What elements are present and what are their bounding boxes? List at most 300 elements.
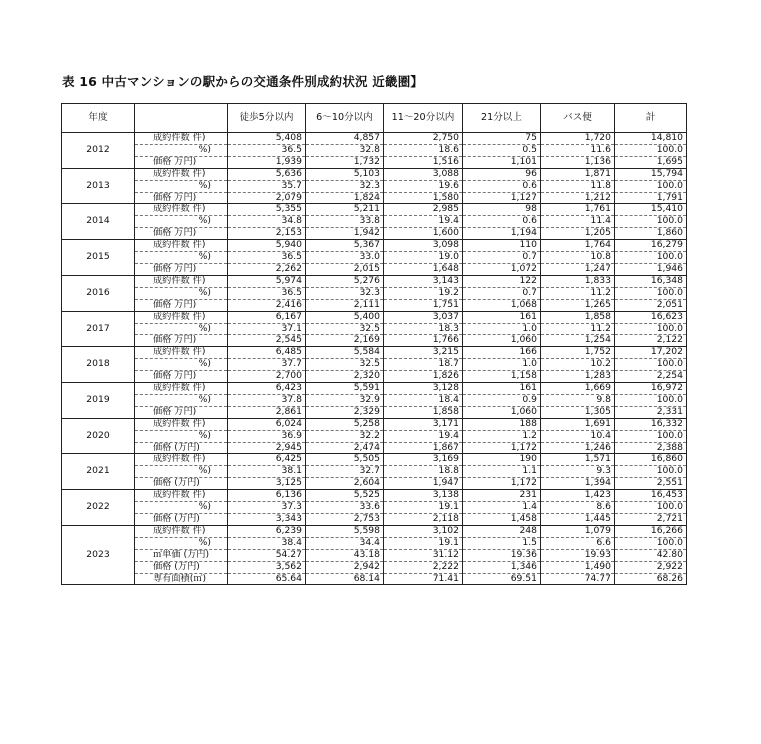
table-row (62, 287, 687, 299)
value-cell: 32.2 (306, 430, 384, 442)
value-cell: 6,239 (228, 525, 306, 537)
value-cell: 5,103 (306, 168, 384, 180)
row-label: 成約件数 件) (135, 275, 228, 287)
value-cell: 100.0 (615, 537, 687, 549)
value-cell: 11.4 (541, 216, 615, 228)
value-cell: 65.64 (228, 573, 306, 585)
column-header: 6～10分以内 (306, 104, 384, 133)
value-cell: 96 (463, 168, 541, 180)
value-cell: 3,138 (384, 490, 463, 502)
value-cell: 1,691 (541, 418, 615, 430)
value-cell: 2,254 (615, 371, 687, 383)
row-label: 価格 万円) (135, 371, 228, 383)
value-cell: 6,425 (228, 454, 306, 466)
value-cell: 1,212 (541, 192, 615, 204)
row-label: 価格 万円) (135, 335, 228, 347)
value-cell: 100.0 (615, 323, 687, 335)
value-cell: 1,942 (306, 228, 384, 240)
table-row (62, 383, 687, 395)
value-cell: 5,355 (228, 204, 306, 216)
value-cell: 19.36 (463, 549, 541, 561)
value-cell: 33.6 (306, 502, 384, 514)
table-row (62, 502, 687, 514)
value-cell: 1,751 (384, 299, 463, 311)
value-cell: 100.0 (615, 466, 687, 478)
value-cell: 231 (463, 490, 541, 502)
value-cell: 100.0 (615, 359, 687, 371)
value-cell: 1,871 (541, 168, 615, 180)
value-cell: 31.12 (384, 549, 463, 561)
table-row (62, 406, 687, 418)
year-cell: 2013 (62, 168, 135, 204)
row-label: 価格 万円) (135, 156, 228, 168)
value-cell: 3,143 (384, 275, 463, 287)
table-row (62, 204, 687, 216)
value-cell: 69.51 (463, 573, 541, 585)
value-cell: 16,453 (615, 490, 687, 502)
value-cell: 1,172 (463, 478, 541, 490)
table-row (62, 263, 687, 275)
value-cell: 35.7 (228, 180, 306, 192)
row-label: 成約件数 件) (135, 240, 228, 252)
value-cell: 9.8 (541, 394, 615, 406)
value-cell: 1,458 (463, 514, 541, 526)
value-cell: 0.9 (463, 394, 541, 406)
value-cell: 16,860 (615, 454, 687, 466)
value-cell: 248 (463, 525, 541, 537)
value-cell: 19.1 (384, 502, 463, 514)
row-label: %) (135, 144, 228, 156)
value-cell: 1,752 (541, 347, 615, 359)
value-cell: 38.1 (228, 466, 306, 478)
row-label: ㎡単価 (万円) (135, 549, 228, 561)
value-cell: 1,669 (541, 383, 615, 395)
table-row (62, 335, 687, 347)
table-row (62, 252, 687, 264)
value-cell: 36.5 (228, 287, 306, 299)
value-cell: 1,516 (384, 156, 463, 168)
value-cell: 1,101 (463, 156, 541, 168)
year-cell: 2020 (62, 418, 135, 454)
value-cell: 1,423 (541, 490, 615, 502)
value-cell: 1,939 (228, 156, 306, 168)
value-cell: 100.0 (615, 502, 687, 514)
value-cell: 5,974 (228, 275, 306, 287)
value-cell: 18.4 (384, 394, 463, 406)
value-cell: 1,068 (463, 299, 541, 311)
value-cell: 1,858 (384, 406, 463, 418)
value-cell: 5,525 (306, 490, 384, 502)
value-cell: 6.6 (541, 537, 615, 549)
row-label: %) (135, 252, 228, 264)
value-cell: 6,167 (228, 311, 306, 323)
value-cell: 5,591 (306, 383, 384, 395)
value-cell: 5,211 (306, 204, 384, 216)
value-cell: 18.8 (384, 466, 463, 478)
value-cell: 3,169 (384, 454, 463, 466)
value-cell: 11.2 (541, 287, 615, 299)
value-cell: 38.4 (228, 537, 306, 549)
value-cell: 1,158 (463, 371, 541, 383)
table-row (62, 442, 687, 454)
value-cell: 36.5 (228, 252, 306, 264)
table-row (62, 311, 687, 323)
value-cell: 4,857 (306, 133, 384, 145)
value-cell: 2,329 (306, 406, 384, 418)
value-cell: 5,367 (306, 240, 384, 252)
value-cell: 6,485 (228, 347, 306, 359)
value-cell: 2,015 (306, 263, 384, 275)
value-cell: 33.0 (306, 252, 384, 264)
value-cell: 75 (463, 133, 541, 145)
value-cell: 2,153 (228, 228, 306, 240)
row-label: 専有面積(㎡) (135, 573, 228, 585)
value-cell: 19.4 (384, 216, 463, 228)
table-row (62, 323, 687, 335)
value-cell: 2,604 (306, 478, 384, 490)
value-cell: 42.80 (615, 549, 687, 561)
value-cell: 19.93 (541, 549, 615, 561)
row-label: 成約件数 件) (135, 490, 228, 502)
value-cell: 37.8 (228, 394, 306, 406)
value-cell: 1,305 (541, 406, 615, 418)
table-row (62, 133, 687, 145)
row-label: %) (135, 394, 228, 406)
table-row (62, 478, 687, 490)
value-cell: 18.7 (384, 359, 463, 371)
value-cell: 1,867 (384, 442, 463, 454)
value-cell: 68.26 (615, 573, 687, 585)
value-cell: 161 (463, 311, 541, 323)
value-cell: 1,079 (541, 525, 615, 537)
value-cell: 34.4 (306, 537, 384, 549)
value-cell: 15,794 (615, 168, 687, 180)
value-cell: 3,171 (384, 418, 463, 430)
value-cell: 1,858 (541, 311, 615, 323)
value-cell: 1,246 (541, 442, 615, 454)
year-cell: 2018 (62, 347, 135, 383)
value-cell: 0.6 (463, 180, 541, 192)
value-cell: 15,410 (615, 204, 687, 216)
value-cell: 2,169 (306, 335, 384, 347)
value-cell: 32.8 (306, 144, 384, 156)
value-cell: 2,985 (384, 204, 463, 216)
value-cell: 98 (463, 204, 541, 216)
year-cell: 2017 (62, 311, 135, 347)
row-label: 成約件数 件) (135, 133, 228, 145)
value-cell: 5,276 (306, 275, 384, 287)
value-cell: 3,215 (384, 347, 463, 359)
year-cell: 2023 (62, 525, 135, 585)
row-label: 価格 (万円) (135, 478, 228, 490)
value-cell: 3,128 (384, 383, 463, 395)
column-header: 年度 (62, 104, 135, 133)
value-cell: 5,636 (228, 168, 306, 180)
table-row (62, 525, 687, 537)
table-row (62, 466, 687, 478)
value-cell: 0.7 (463, 287, 541, 299)
row-label: 成約件数 件) (135, 383, 228, 395)
value-cell: 32.3 (306, 180, 384, 192)
value-cell: 2,753 (306, 514, 384, 526)
value-cell: 16,266 (615, 525, 687, 537)
value-cell: 6,423 (228, 383, 306, 395)
value-cell: 0.7 (463, 252, 541, 264)
table-body (62, 133, 687, 585)
value-cell: 122 (463, 275, 541, 287)
row-label: %) (135, 216, 228, 228)
row-label: 価格 (万円) (135, 442, 228, 454)
row-label: 成約件数 件) (135, 311, 228, 323)
value-cell: 19.2 (384, 287, 463, 299)
value-cell: 1,072 (463, 263, 541, 275)
value-cell: 100.0 (615, 394, 687, 406)
value-cell: 100.0 (615, 144, 687, 156)
value-cell: 1,833 (541, 275, 615, 287)
value-cell: 190 (463, 454, 541, 466)
value-cell: 2,416 (228, 299, 306, 311)
value-cell: 33.8 (306, 216, 384, 228)
value-cell: 1.0 (463, 359, 541, 371)
row-label: 成約件数 件) (135, 418, 228, 430)
value-cell: 5,400 (306, 311, 384, 323)
row-label: 成約件数 件) (135, 454, 228, 466)
value-cell: 74.77 (541, 573, 615, 585)
value-cell: 166 (463, 347, 541, 359)
table-row (62, 418, 687, 430)
value-cell: 1,648 (384, 263, 463, 275)
value-cell: 11.8 (541, 180, 615, 192)
row-label: 価格 万円) (135, 406, 228, 418)
value-cell: 110 (463, 240, 541, 252)
year-cell: 2021 (62, 454, 135, 490)
value-cell: 1,247 (541, 263, 615, 275)
value-cell: 188 (463, 418, 541, 430)
value-cell: 3,098 (384, 240, 463, 252)
value-cell: 18.3 (384, 323, 463, 335)
value-cell: 3,037 (384, 311, 463, 323)
table-row (62, 430, 687, 442)
value-cell: 1,600 (384, 228, 463, 240)
value-cell: 2,942 (306, 561, 384, 573)
value-cell: 32.9 (306, 394, 384, 406)
table-row (62, 144, 687, 156)
table-row (62, 156, 687, 168)
value-cell: 16,332 (615, 418, 687, 430)
value-cell: 19.1 (384, 537, 463, 549)
row-label: %) (135, 537, 228, 549)
table-row (62, 180, 687, 192)
value-cell: 37.1 (228, 323, 306, 335)
value-cell: 2,331 (615, 406, 687, 418)
value-cell: 5,598 (306, 525, 384, 537)
value-cell: 6,136 (228, 490, 306, 502)
value-cell: 1,136 (541, 156, 615, 168)
value-cell: 1,254 (541, 335, 615, 347)
value-cell: 1,394 (541, 478, 615, 490)
value-cell: 32.5 (306, 359, 384, 371)
value-cell: 43.18 (306, 549, 384, 561)
value-cell: 0.5 (463, 144, 541, 156)
value-cell: 5,505 (306, 454, 384, 466)
value-cell: 1.2 (463, 430, 541, 442)
value-cell: 5,408 (228, 133, 306, 145)
row-label: 価格 (万円) (135, 561, 228, 573)
value-cell: 32.7 (306, 466, 384, 478)
table-row (62, 490, 687, 502)
table-row (62, 347, 687, 359)
value-cell: 1,265 (541, 299, 615, 311)
value-cell: 1,695 (615, 156, 687, 168)
value-cell: 5,258 (306, 418, 384, 430)
value-cell: 19.6 (384, 180, 463, 192)
value-cell: 1,346 (463, 561, 541, 573)
row-label: 価格 万円) (135, 299, 228, 311)
value-cell: 1,826 (384, 371, 463, 383)
value-cell: 16,279 (615, 240, 687, 252)
value-cell: 16,623 (615, 311, 687, 323)
table-row (62, 561, 687, 573)
value-cell: 2,111 (306, 299, 384, 311)
row-label: 価格 万円) (135, 263, 228, 275)
value-cell: 1,283 (541, 371, 615, 383)
value-cell: 3,343 (228, 514, 306, 526)
table-row (62, 216, 687, 228)
row-label: 成約件数 件) (135, 204, 228, 216)
year-cell: 2022 (62, 490, 135, 526)
value-cell: 161 (463, 383, 541, 395)
value-cell: 1,824 (306, 192, 384, 204)
value-cell: 1,946 (615, 263, 687, 275)
value-cell: 100.0 (615, 216, 687, 228)
row-label: %) (135, 359, 228, 371)
value-cell: 2,721 (615, 514, 687, 526)
table-row (62, 514, 687, 526)
value-cell: 32.5 (306, 323, 384, 335)
table-row (62, 573, 687, 585)
table-row (62, 299, 687, 311)
value-cell: 1,764 (541, 240, 615, 252)
table-row (62, 275, 687, 287)
value-cell: 1,791 (615, 192, 687, 204)
value-cell: 3,088 (384, 168, 463, 180)
row-label: 価格 万円) (135, 192, 228, 204)
value-cell: 100.0 (615, 252, 687, 264)
value-cell: 36.5 (228, 144, 306, 156)
value-cell: 1.0 (463, 323, 541, 335)
value-cell: 2,750 (384, 133, 463, 145)
value-cell: 1,947 (384, 478, 463, 490)
column-header: バス便 (541, 104, 615, 133)
value-cell: 1,571 (541, 454, 615, 466)
row-label: 価格 (万円) (135, 514, 228, 526)
transaction-table (61, 103, 687, 585)
table-row (62, 371, 687, 383)
column-header: 徒歩5分以内 (228, 104, 306, 133)
value-cell: 1,194 (463, 228, 541, 240)
value-cell: 36.9 (228, 430, 306, 442)
value-cell: 5,940 (228, 240, 306, 252)
year-cell: 2015 (62, 240, 135, 276)
value-cell: 1.1 (463, 466, 541, 478)
value-cell: 100.0 (615, 430, 687, 442)
value-cell: 1.4 (463, 502, 541, 514)
year-cell: 2019 (62, 383, 135, 419)
value-cell: 2,861 (228, 406, 306, 418)
row-label: 成約件数 件) (135, 168, 228, 180)
value-cell: 10.2 (541, 359, 615, 371)
row-label: %) (135, 502, 228, 514)
value-cell: 1.5 (463, 537, 541, 549)
value-cell: 37.3 (228, 502, 306, 514)
value-cell: 19.4 (384, 430, 463, 442)
value-cell: 9.3 (541, 466, 615, 478)
value-cell: 2,320 (306, 371, 384, 383)
value-cell: 2,051 (615, 299, 687, 311)
row-label: 成約件数 件) (135, 525, 228, 537)
value-cell: 100.0 (615, 287, 687, 299)
value-cell: 100.0 (615, 180, 687, 192)
value-cell: 54.27 (228, 549, 306, 561)
value-cell: 11.6 (541, 144, 615, 156)
table-row (62, 168, 687, 180)
value-cell: 2,222 (384, 561, 463, 573)
value-cell: 1,060 (463, 406, 541, 418)
table-row (62, 228, 687, 240)
value-cell: 0.6 (463, 216, 541, 228)
value-cell: 14,810 (615, 133, 687, 145)
value-cell: 19.0 (384, 252, 463, 264)
value-cell: 2,551 (615, 478, 687, 490)
value-cell: 2,945 (228, 442, 306, 454)
value-cell: 1,205 (541, 228, 615, 240)
value-cell: 1,060 (463, 335, 541, 347)
value-cell: 3,125 (228, 478, 306, 490)
column-header: 計 (615, 104, 687, 133)
value-cell: 1,172 (463, 442, 541, 454)
value-cell: 71.41 (384, 573, 463, 585)
table-row (62, 454, 687, 466)
value-cell: 6,024 (228, 418, 306, 430)
value-cell: 3,562 (228, 561, 306, 573)
value-cell: 32.3 (306, 287, 384, 299)
row-label: %) (135, 287, 228, 299)
value-cell: 2,474 (306, 442, 384, 454)
value-cell: 1,860 (615, 228, 687, 240)
value-cell: 3,102 (384, 525, 463, 537)
value-cell: 2,700 (228, 371, 306, 383)
row-label: %) (135, 323, 228, 335)
row-label: %) (135, 180, 228, 192)
value-cell: 2,262 (228, 263, 306, 275)
table-row (62, 394, 687, 406)
year-cell: 2014 (62, 204, 135, 240)
table-row (62, 359, 687, 371)
value-cell: 1,766 (384, 335, 463, 347)
value-cell: 1,127 (463, 192, 541, 204)
row-label: 成約件数 件) (135, 347, 228, 359)
value-cell: 16,348 (615, 275, 687, 287)
value-cell: 18.6 (384, 144, 463, 156)
value-cell: 2,922 (615, 561, 687, 573)
value-cell: 1,490 (541, 561, 615, 573)
row-label: 価格 万円) (135, 228, 228, 240)
value-cell: 2,122 (615, 335, 687, 347)
value-cell: 1,580 (384, 192, 463, 204)
value-cell: 2,118 (384, 514, 463, 526)
year-cell: 2016 (62, 275, 135, 311)
value-cell: 11.2 (541, 323, 615, 335)
